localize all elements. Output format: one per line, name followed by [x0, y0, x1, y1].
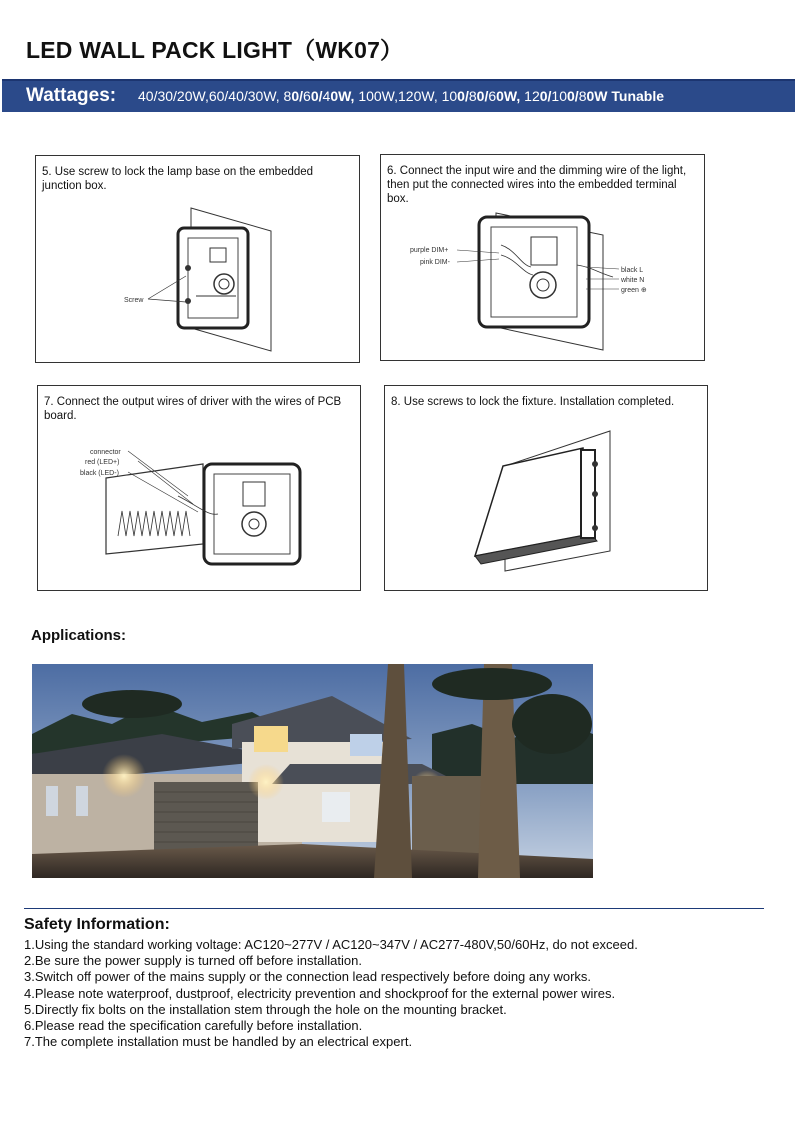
step-5-panel	[35, 155, 360, 363]
step-6-caption: 6. Connect the input wire and the dimming wire of the light, then put the connected wires into the embedded terminal box.	[387, 165, 687, 205]
wattage-segment: 0W,	[496, 88, 521, 104]
wattage-segment: 0/	[457, 88, 469, 104]
wattage-segment: 4	[322, 88, 331, 104]
wattage-segment: 8	[578, 88, 587, 104]
step-8-panel	[384, 385, 708, 591]
step-6-label-green: green ⊕	[621, 287, 647, 294]
wattage-segment: 0W Tunable	[586, 88, 665, 104]
applications-title: Applications:	[31, 627, 127, 644]
wattage-segment: 0/	[476, 88, 489, 104]
safety-item: 4.Please note waterproof, dustproof, electricity prevention and shockproof for the external power wires.	[24, 985, 616, 1001]
step-8-diagram	[385, 386, 709, 592]
step-7-label-red: red (LED+)	[85, 459, 120, 466]
page-title: LED WALL PACK LIGHT（WK07）	[26, 37, 404, 63]
wattages-label: Wattages:	[26, 85, 117, 106]
step-7-panel	[37, 385, 361, 591]
step-7-label-black: black (LED-)	[80, 470, 119, 477]
wattage-segment: 40/30/20W,60/40/30W, 8	[138, 88, 292, 104]
wattage-segment: 0/	[539, 88, 552, 104]
step-7-diagram	[38, 386, 362, 592]
step-5-label-screw: Screw	[124, 297, 144, 304]
safety-item: 6.Please read the specification carefully before installation.	[24, 1018, 363, 1034]
wattage-segment: 0/	[567, 88, 579, 104]
safety-item: 5.Directly fix bolts on the installation stem through the hole on the mounting bracket.	[24, 1001, 507, 1017]
wattage-segment: 12	[520, 88, 540, 104]
wattage-segment: 0/	[310, 88, 323, 104]
wattage-segment: 0/	[291, 88, 304, 104]
step-5-diagram	[36, 156, 361, 364]
step-6-panel	[380, 154, 705, 361]
step-6-label-white: white N	[621, 277, 645, 284]
step-8-caption: 8. Use screws to lock the fixture. Installation completed.	[391, 396, 675, 408]
wattage-segment: 10	[551, 88, 567, 104]
step-6-label-pink: pink DIM-	[420, 259, 450, 266]
wattage-segment: 0W,	[330, 88, 355, 104]
wattages-values	[138, 88, 664, 104]
step-6-diagram	[381, 155, 706, 362]
step-7-caption: 7. Connect the output wires of driver with the wires of PCB board.	[44, 396, 342, 422]
step-5-caption: 5. Use screw to lock the lamp base on the embedded junction box.	[42, 166, 314, 192]
safety-item: 3.Switch off power of the mains supply or the connection lead respectively before doing any works.	[24, 969, 592, 985]
wattages-banner	[0, 79, 795, 112]
step-6-label-purple: purple DIM+	[410, 247, 449, 254]
applications-photo	[32, 664, 593, 878]
wattage-segment: 8	[468, 88, 477, 104]
safety-item: 1.Using the standard working voltage: AC120~277V / AC120~347V / AC277-480V,50/60Hz, do not exceed.	[24, 937, 638, 952]
wattage-segment: 6	[303, 88, 311, 104]
safety-list	[24, 937, 638, 1050]
safety-item: 7.The complete installation must be handled by an electrical expert.	[24, 1034, 413, 1050]
step-7-label-connector: connector	[90, 449, 121, 456]
wattage-segment: 100W,120W, 10	[354, 88, 458, 104]
wattage-segment: 6	[488, 88, 497, 104]
safety-title: Safety Information:	[24, 916, 170, 933]
section-divider	[24, 908, 764, 909]
safety-item: 2.Be sure the power supply is turned off before installation.	[24, 953, 362, 969]
step-6-label-black: black L	[621, 267, 644, 274]
